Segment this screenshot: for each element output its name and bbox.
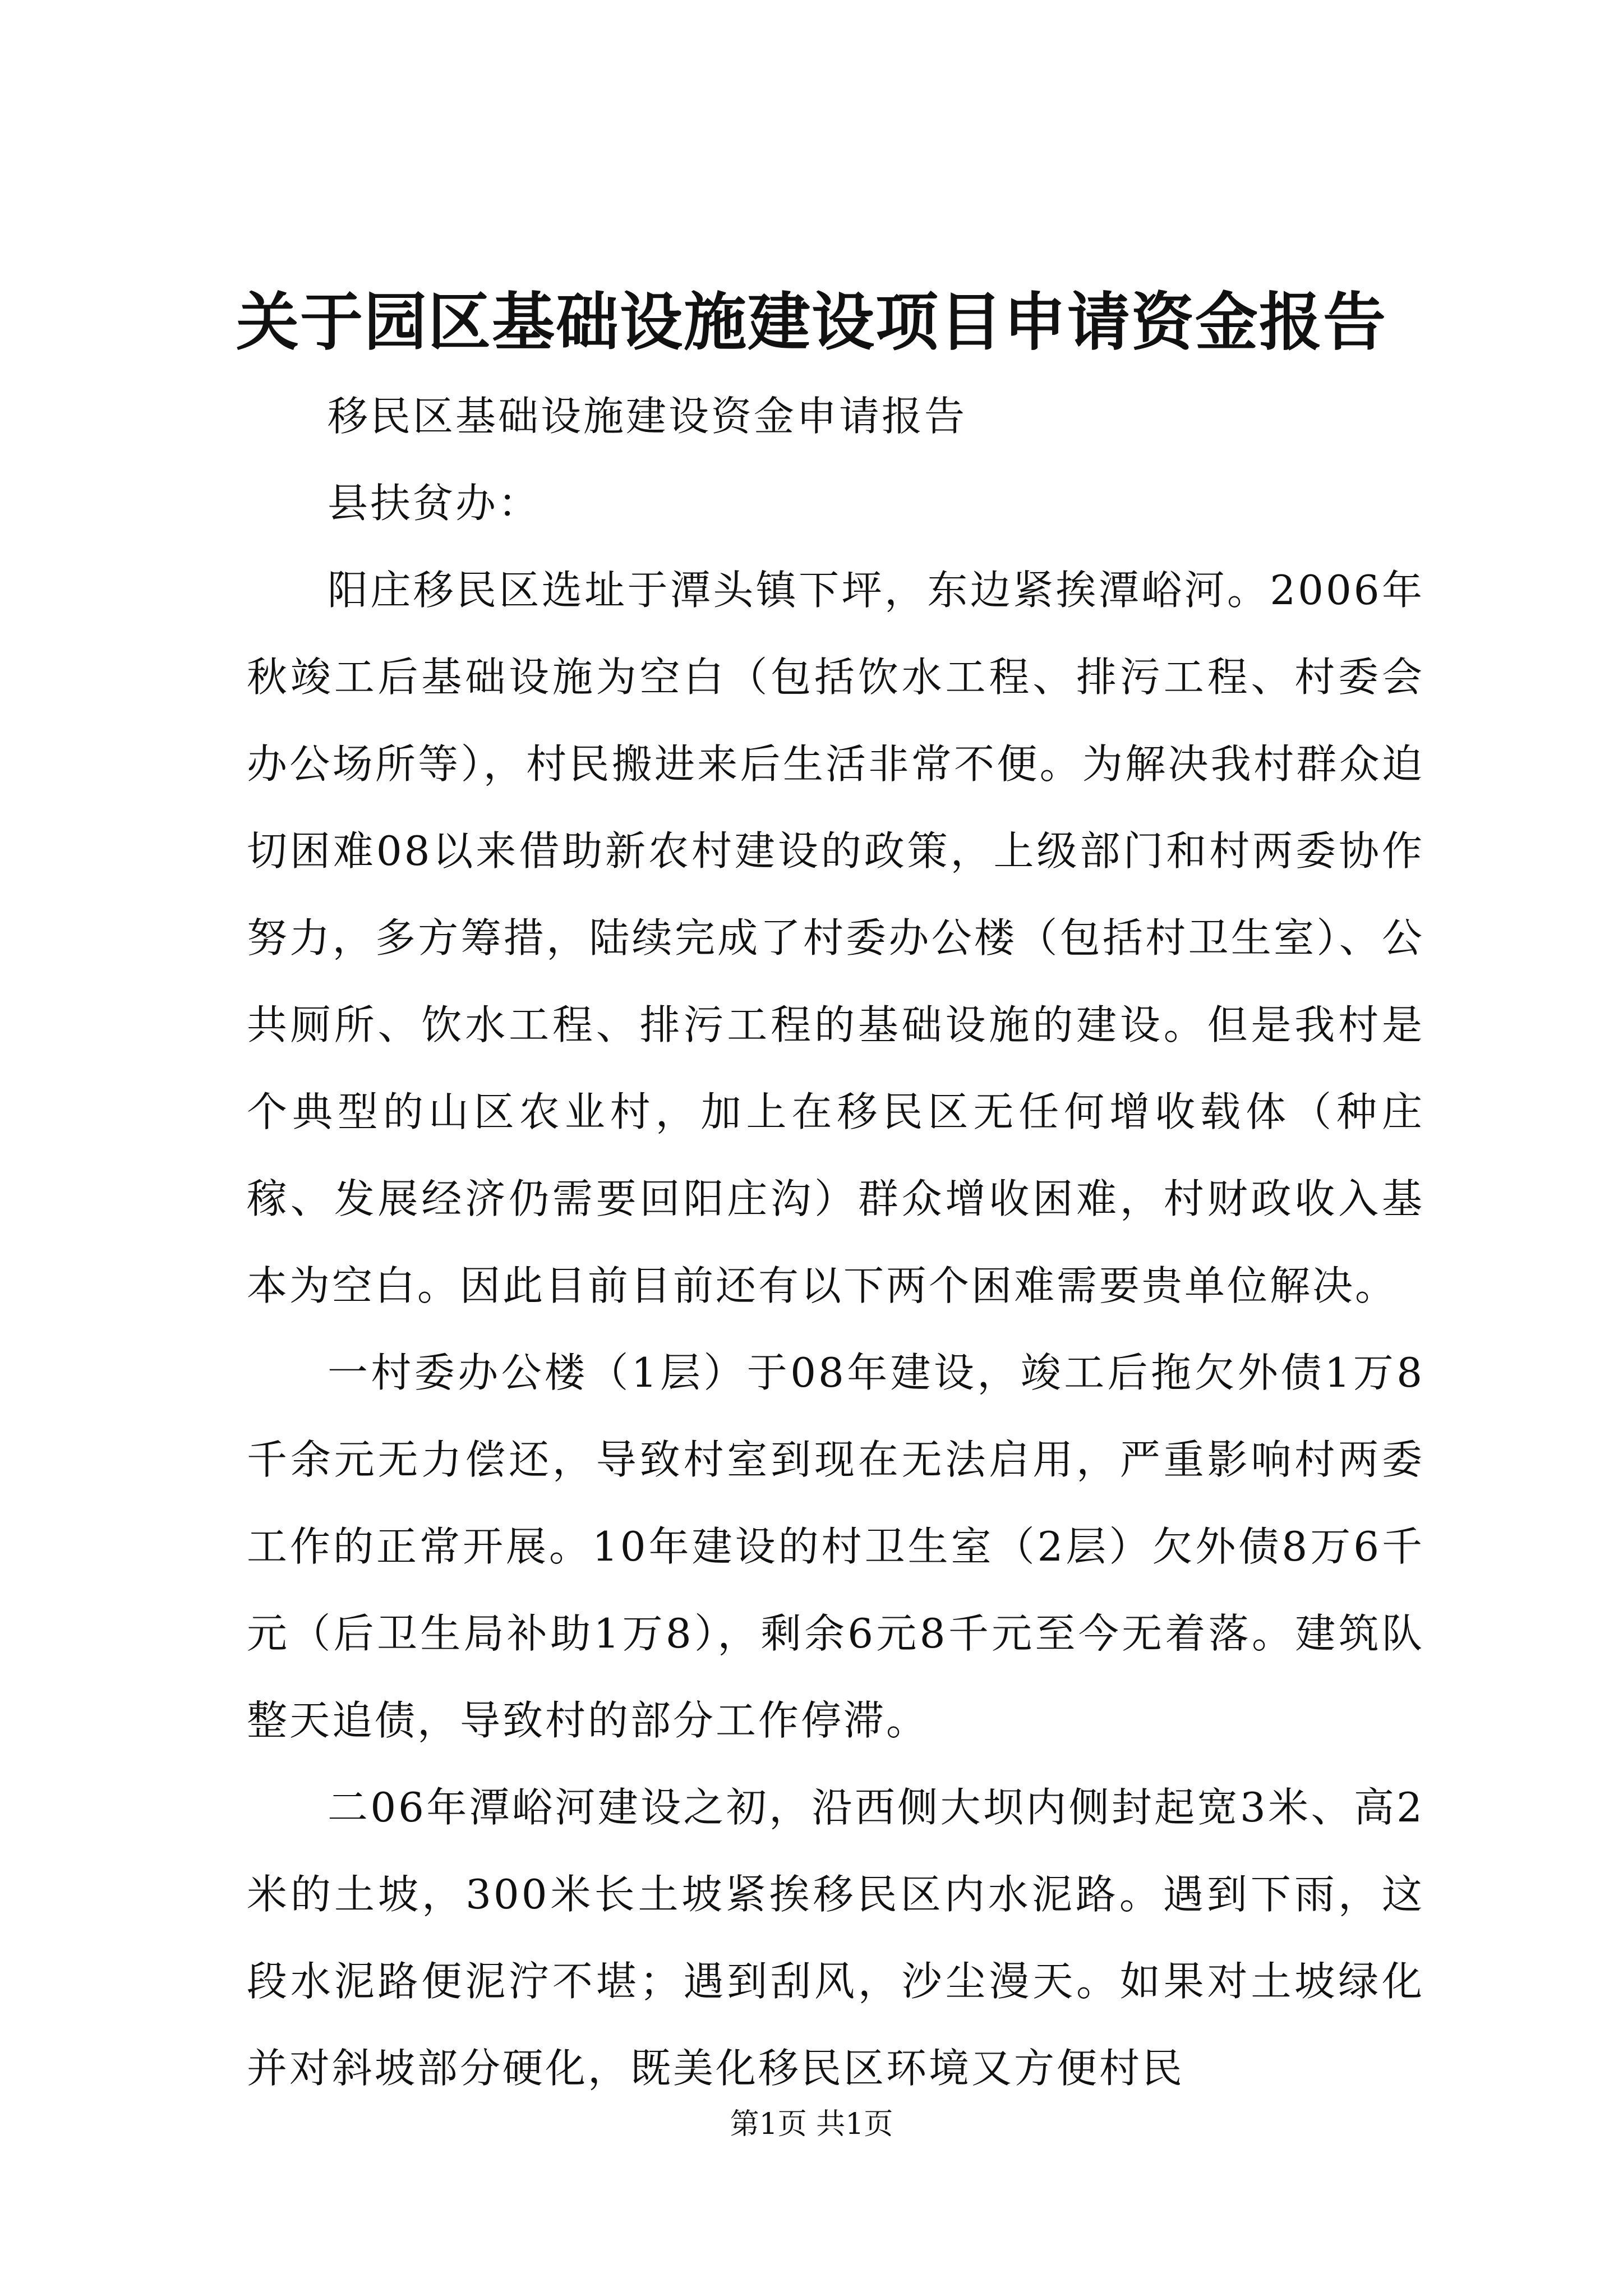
document-subtitle: 移民区基础设施建设资金申请报告 bbox=[328, 393, 967, 440]
document-body bbox=[247, 373, 1424, 2112]
body-paragraph: 一村委办公楼（1层）于08年建设，竣工后拖欠外债1万8千余元无力偿还，导致村室到现在无法启用，严重影响村两委工作的正常开展。10年建设的村卫生室（2层）欠外债8万6千元（后卫生局补助1万8），剩余6元8千元至今无着落。建筑队整天追债，导致村的部分工作停滞。 bbox=[247, 1349, 1424, 1744]
page-footer: 第1页 共1页 bbox=[730, 2108, 893, 2141]
body-paragraph: 阳庄移民区选址于潭头镇下坪，东边紧挨潭峪河。2006年秋竣工后基础设施为空白（包括饮水工程、排污工程、村委会办公场所等），村民搬进来后生活非常不便。为解决我村群众迫切困难08以来借助新农村建设的政策，上级部门和村两委协作努力，多方筹措，陆续完成了村委办公楼（包括村卫生室）、公共厕所、饮水工程、排污工程的基础设施的建设。但是我村是个典型的山区农业村，加上在移民区无任何增收载体（种庄稼、发展经济仍需要回阳庄沟）群众增收困难，村财政收入基本为空白。因此目前目前还有以下两个困难需要贵单位解决。 bbox=[247, 567, 1424, 1309]
salutation: 县扶贫办： bbox=[328, 480, 541, 527]
body-paragraph: 二06年潭峪河建设之初，沿西侧大坝内侧封起宽3米、高2米的土坡，300米长土坡紧挨移民区内水泥路。遇到下雨，这段水泥路便泥泞不堪；遇到刮风，沙尘漫天。如果对土坡绿化并对斜坡部分硬化，既美化移民区环境又方便村民 bbox=[247, 1784, 1424, 2092]
document-title: 关于园区基础设施建设项目申请资金报告 bbox=[236, 286, 1387, 359]
